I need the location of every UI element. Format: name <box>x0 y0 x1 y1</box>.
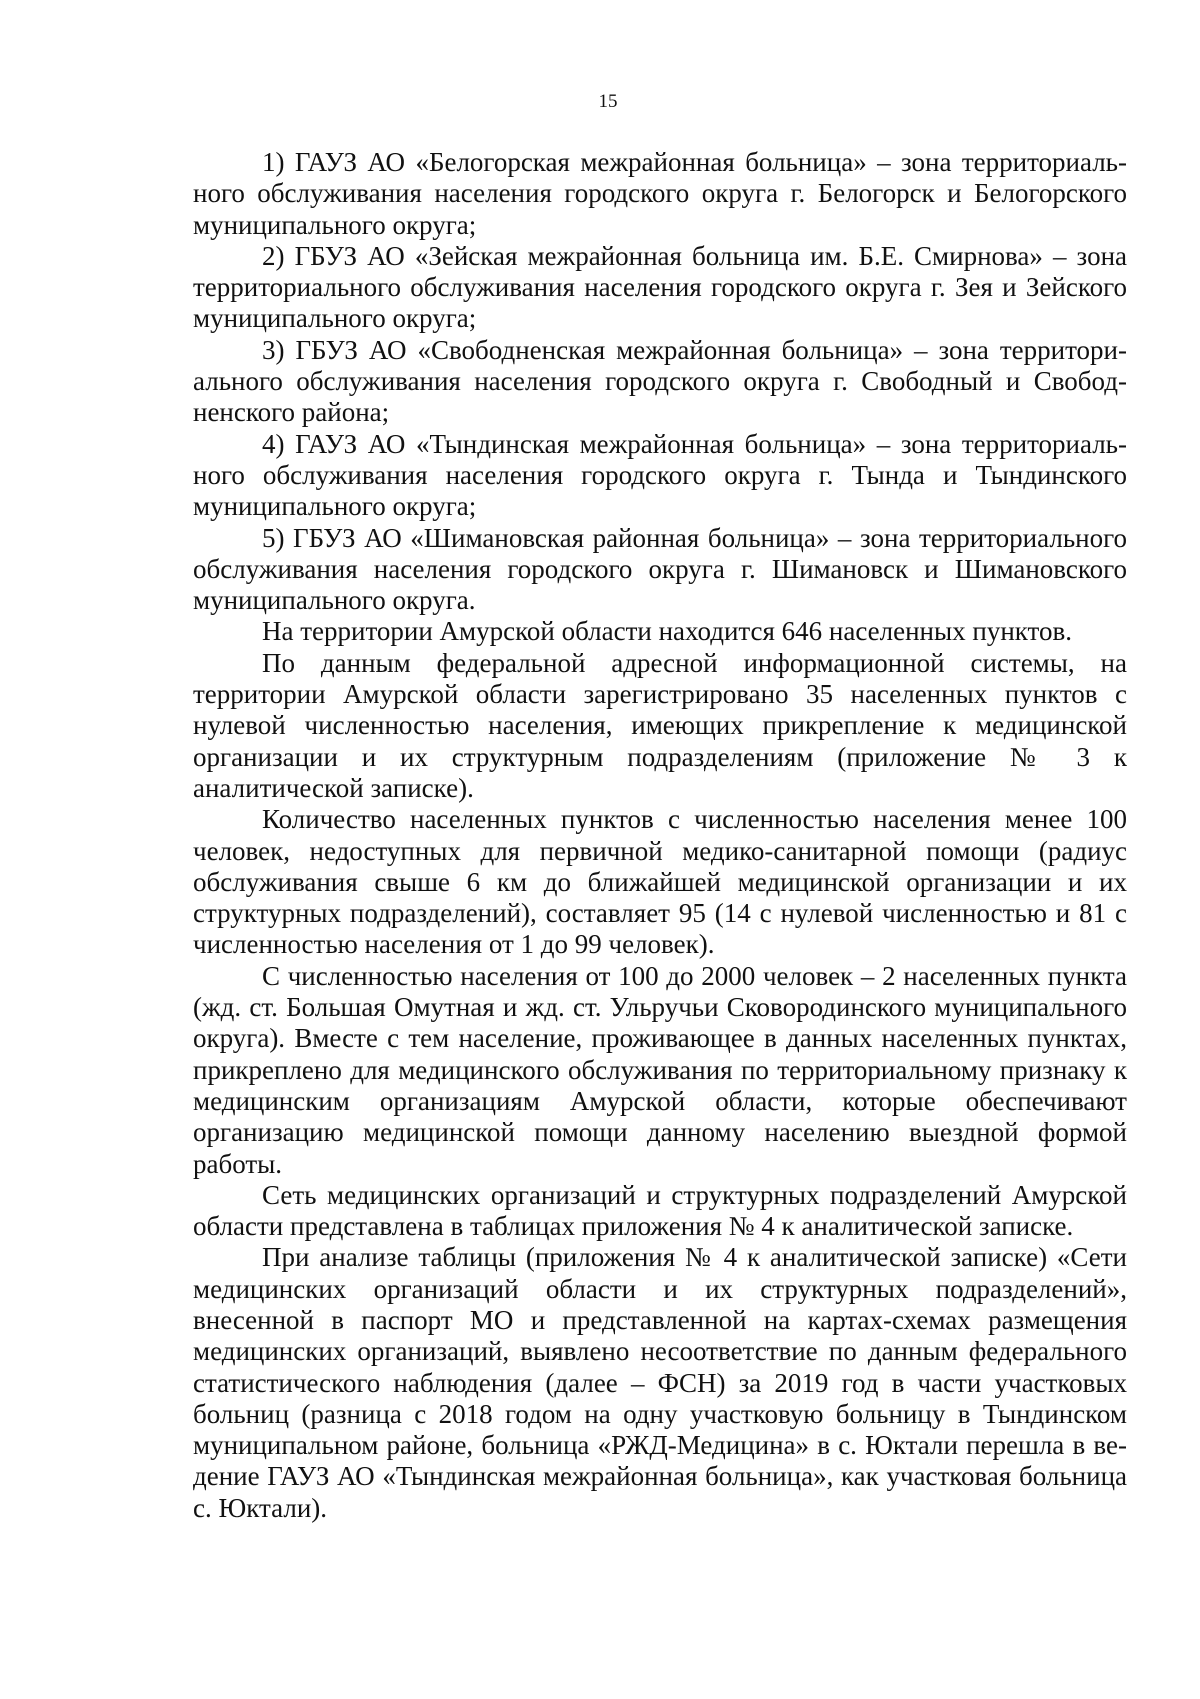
paragraph-hospital-3: 3) ГБУЗ АО «Свободненская межрайонная больница» – зона территориального обслуживания населения городского округа г. Свободный и Свободненского района; <box>193 334 1127 428</box>
paragraph-hospital-1: 1) ГАУЗ АО «Белогорская межрайонная больница» – зона территориального обслуживания населения городского округа г. Белогорск и Белогорского муниципального округа; <box>193 147 1127 240</box>
paragraph-network-tables: Сеть медицинских организаций и структурных подразделений Амурской области представлена в таблицах приложения № 4 к аналитической записке. <box>193 1179 1127 1242</box>
paragraph-hospital-4: 4) ГАУЗ АО «Тындинская межрайонная больница» – зона территориального обслуживания населения городского округа г. Тында и Тындинского муниципального округа; <box>193 428 1127 522</box>
paragraph-hospital-2: 2) ГБУЗ АО «Зейская межрайонная больница им. Б.Е. Смирнова» – зона территориального обслуживания населения городского округа г. Зея и Зейского муниципального округа; <box>193 240 1127 334</box>
page-number: 15 <box>598 91 618 112</box>
paragraph-settlements-total: На территории Амурской области находится 646 населенных пунктов. <box>262 616 1072 647</box>
paragraph-population-100-2000: С численностью населения от 100 до 2000 человек – 2 населенных пункта (жд. ст. Большая Омутная и жд. ст. Ульручьи Сковородинского муниципального округа). Вместе с тем население, проживающее в данных населенных пунктах, прикреплено для медицинского обслуживания по территориальному признаку к медицинским организациям Амурской области, которые обеспечивают организацию медицинской помощи данному населению выездной формой работы. <box>193 960 1127 1179</box>
paragraph-analysis-discrepancy: При анализе таблицы (приложения № 4 к аналитической записке) «Сети медицинских организаций области и их структурных подразделений», внесенной в паспорт МО и представленной на картах-схемах размещения медицинских организаций, выявлено несоответствие по данным федерального статистического наблюдения (далее – ФСН) за 2019 год в части участковых больниц (разница с 2018 годом на одну участковую больницу в Тындинском муниципальном районе, больница «РЖД-Медицина» в с. Юктали перешла в ведение ГАУЗ АО «Тындинская межрайонная больница», как участковая больница с. Юктали). <box>193 1242 1127 1523</box>
document-body <box>193 147 1127 1524</box>
paragraph-hospital-5: 5) ГБУЗ АО «Шимановская районная больница» – зона территориального обслуживания населения городского округа г. Шимановск и Шимановского муниципального округа. <box>193 522 1127 616</box>
paragraph-zero-population: По данным федеральной адресной информационной системы, на территории Амурской области зарегистрировано 35 населенных пунктов с нулевой численностью населения, имеющих прикрепление к медицинской организации и их структурным подразделениям (приложение № 3 к аналитической записке). <box>193 647 1127 803</box>
paragraph-inaccessible-settlements: Количество населенных пунктов с численностью населения менее 100 человек, недоступных для первичной медико-санитарной помощи (радиус обслуживания свыше 6 км до ближайшей медицинской организации и их структурных подразделений), составляет 95 (14 с нулевой численностью и 81 с численностью населения от 1 до 99 человек). <box>193 804 1127 960</box>
